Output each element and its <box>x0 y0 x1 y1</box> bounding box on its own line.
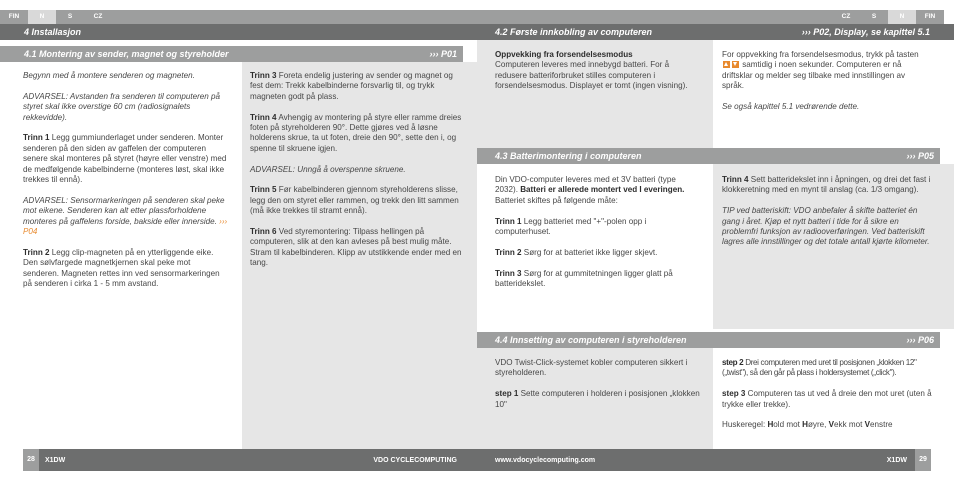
language-bar-fill <box>112 10 832 24</box>
arrow-up-icon <box>723 61 730 68</box>
paragraph: Trinn 1 Legg gummiunderlaget under senderen. Monter senderen på den siden av gaffelen der computeren senere skal monteres på styret (høyre eller venstre) med de medfølgende kabelbinderne (monteres løst, skal ikke trekkes til ennå). <box>23 133 227 185</box>
language-tabs-right <box>832 10 944 24</box>
paragraph: For oppvekking fra forsendelsesmodus, trykk på tasten samtidig i noen sekunder. Computeren er nå driftsklar og melder seg tilbake med innstillingen av språk. <box>722 50 919 91</box>
paragraph: Trinn 2 Sørg for at batteriet ikke ligger skjevt. <box>495 247 658 257</box>
left-col2 <box>250 71 462 279</box>
page-reference: ››› P06 <box>906 335 934 345</box>
arrow-down-icon <box>732 61 739 68</box>
paragraph: step 1 Sette computeren i holderen i posisjonen „klokken 10" <box>495 389 700 409</box>
note: Se også kapittel 5.1 vedrørende dette. <box>722 102 860 112</box>
page-number: 29 <box>915 449 931 471</box>
right-footer <box>477 449 931 471</box>
lang-tab-fin[interactable]: FIN <box>916 10 944 24</box>
model-name: X1DW <box>886 456 907 464</box>
s44-col2 <box>722 358 934 441</box>
language-tabs-left <box>0 10 112 24</box>
paragraph: Trinn 4 Avhengig av montering på styre eller ramme dreies foten på styreholderen 90°. Dette gjøres ved å løsne holderens skrue, ta ut foten, dreie den 90°, sette den i, og spenne til skruene igjen. <box>250 112 462 153</box>
left-col1 <box>23 71 228 300</box>
warning: ADVARSEL: Sensormarkeringen på senderen skal peke mot eikene. Senderen kan alt etter plassforholdene monteres på gaffelens forside, bakside eller innerside. ››› P04 <box>23 195 228 237</box>
page-reference: ››› P05 <box>906 151 934 161</box>
paragraph: Trinn 4 Sett batteridekslet inn i åpningen, og drei det fast i klokkeretning med en mynt til anslag (ca. 1/3 omgang). <box>722 175 931 195</box>
paragraph: step 2 Drei computeren med uret til posisjonen „klokken 12" („twist"), så den går på plass i holdersystemet („click"). <box>722 358 917 378</box>
paragraph: step 3 Computeren tas ut ved å dreie den mot uret (uten å trykke eller trekke). <box>722 389 932 409</box>
paragraph: Trinn 2 Legg clip-magneten på en ytterliggende eike. Den sølvfargede magnetkjernen skal peke mot senderen. Magneten rettes inn ved sensormarkeringen på senderen i cirka 1 - 5 mm avstand. <box>23 247 220 289</box>
tip: TIP ved batteriskift: VDO anbefaler å skifte batteriet én gang i året. Kjøp et nytt batteri i tide for å sikre en problemfri funksjon av radiooverføringen. Ved batteriskift lagres alle innstillinger og det totale antall kjørte kilometer. <box>722 206 930 247</box>
warning: ADVARSEL: Unngå å overspenne skruene. <box>250 164 406 174</box>
s43-col1 <box>495 175 701 300</box>
paragraph: Trinn 6 Ved styremontering: Tilpass hellingen på computeren, slik at den kan avleses på best mulig måte. Stram til kabelbinderen. Klipp av utstikkende ender med en tang. <box>250 227 462 268</box>
lang-tab-s[interactable]: S <box>56 10 84 24</box>
page-reference: ››› P01 <box>429 49 457 59</box>
mnemonic: Huskeregel: Hold mot Høyre, Vekk mot Venstre <box>722 420 893 430</box>
heading-title: 4.1 Montering av sender, magnet og styreholder <box>24 49 229 59</box>
heading-title: 4.4 Innsetting av computeren i styreholderen <box>495 335 687 345</box>
page-number: 28 <box>23 449 39 471</box>
model-name: X1DW <box>45 456 66 464</box>
s42-col2 <box>722 50 922 123</box>
s42-col1 <box>495 50 701 102</box>
website-url: www.vdocyclecomputing.com <box>495 456 596 464</box>
paragraph: Oppvekking fra forsendelsesmodus Computeren leveres med innebygd batteri. For å redusere batteriforbruket stilles computeren i forsendelsesmodus. Displayet er tomt (ingen visning). <box>495 50 688 91</box>
paragraph: VDO Twist-Click-systemet kobler computeren sikkert i styreholderen. <box>495 358 688 378</box>
heading-4-4 <box>477 332 940 348</box>
heading-title: 4.2 Første innkobling av computeren <box>495 27 653 37</box>
paragraph: Begynn med å montere senderen og magneten. <box>23 71 195 80</box>
s43-col2 <box>722 175 934 258</box>
page-reference: ››› P02, Display, se kapittel 5.1 <box>801 27 930 37</box>
heading-4-2 <box>477 24 954 40</box>
lang-tab-n[interactable]: N <box>888 10 916 24</box>
lang-tab-s[interactable]: S <box>860 10 888 24</box>
page-reference: ››› P04 <box>23 216 228 237</box>
lang-tab-fin[interactable]: FIN <box>0 10 28 24</box>
paragraph: Din VDO-computer leveres med et 3V batteri (type 2032). Batteri er allerede montert ved I everingen. Batteriet skiftes på følgende måte: <box>495 175 685 205</box>
paragraph: Trinn 1 Legg batteriet med "+"-polen opp i computerhuset. <box>495 216 647 237</box>
heading-title: 4.3 Batterimontering i computeren <box>495 151 642 161</box>
lang-tab-cz[interactable]: CZ <box>832 10 860 24</box>
paragraph: Trinn 3 Foreta endelig justering av sender og magnet og fest dem: Trekk kabelbinderne forsvarlig til, og trykk magneten godt på plass. <box>250 71 453 101</box>
warning: ADVARSEL: Avstanden fra senderen til computeren på styret skal ikke overstige 60 cm (radiosignalets rekkevidde). <box>23 91 221 122</box>
brand-name: VDO CYCLECOMPUTING <box>373 456 457 464</box>
lang-tab-cz[interactable]: CZ <box>84 10 112 24</box>
lang-tab-n[interactable]: N <box>28 10 56 24</box>
paragraph: Trinn 3 Sørg for at gummitetningen ligger glatt på batteridekslet. <box>495 268 673 289</box>
left-footer <box>23 449 477 471</box>
heading-4-1 <box>0 46 463 62</box>
s44-col1 <box>495 358 705 420</box>
section-title: 4 Installasjon <box>0 24 477 40</box>
paragraph: Trinn 5 Før kabelbinderen gjennom styreholderens slisse, legg den om styret eller rammen, og trekk den litt sammen (må ikke trekkes til stramt ennå). <box>250 185 459 216</box>
heading-4-3 <box>477 148 940 164</box>
